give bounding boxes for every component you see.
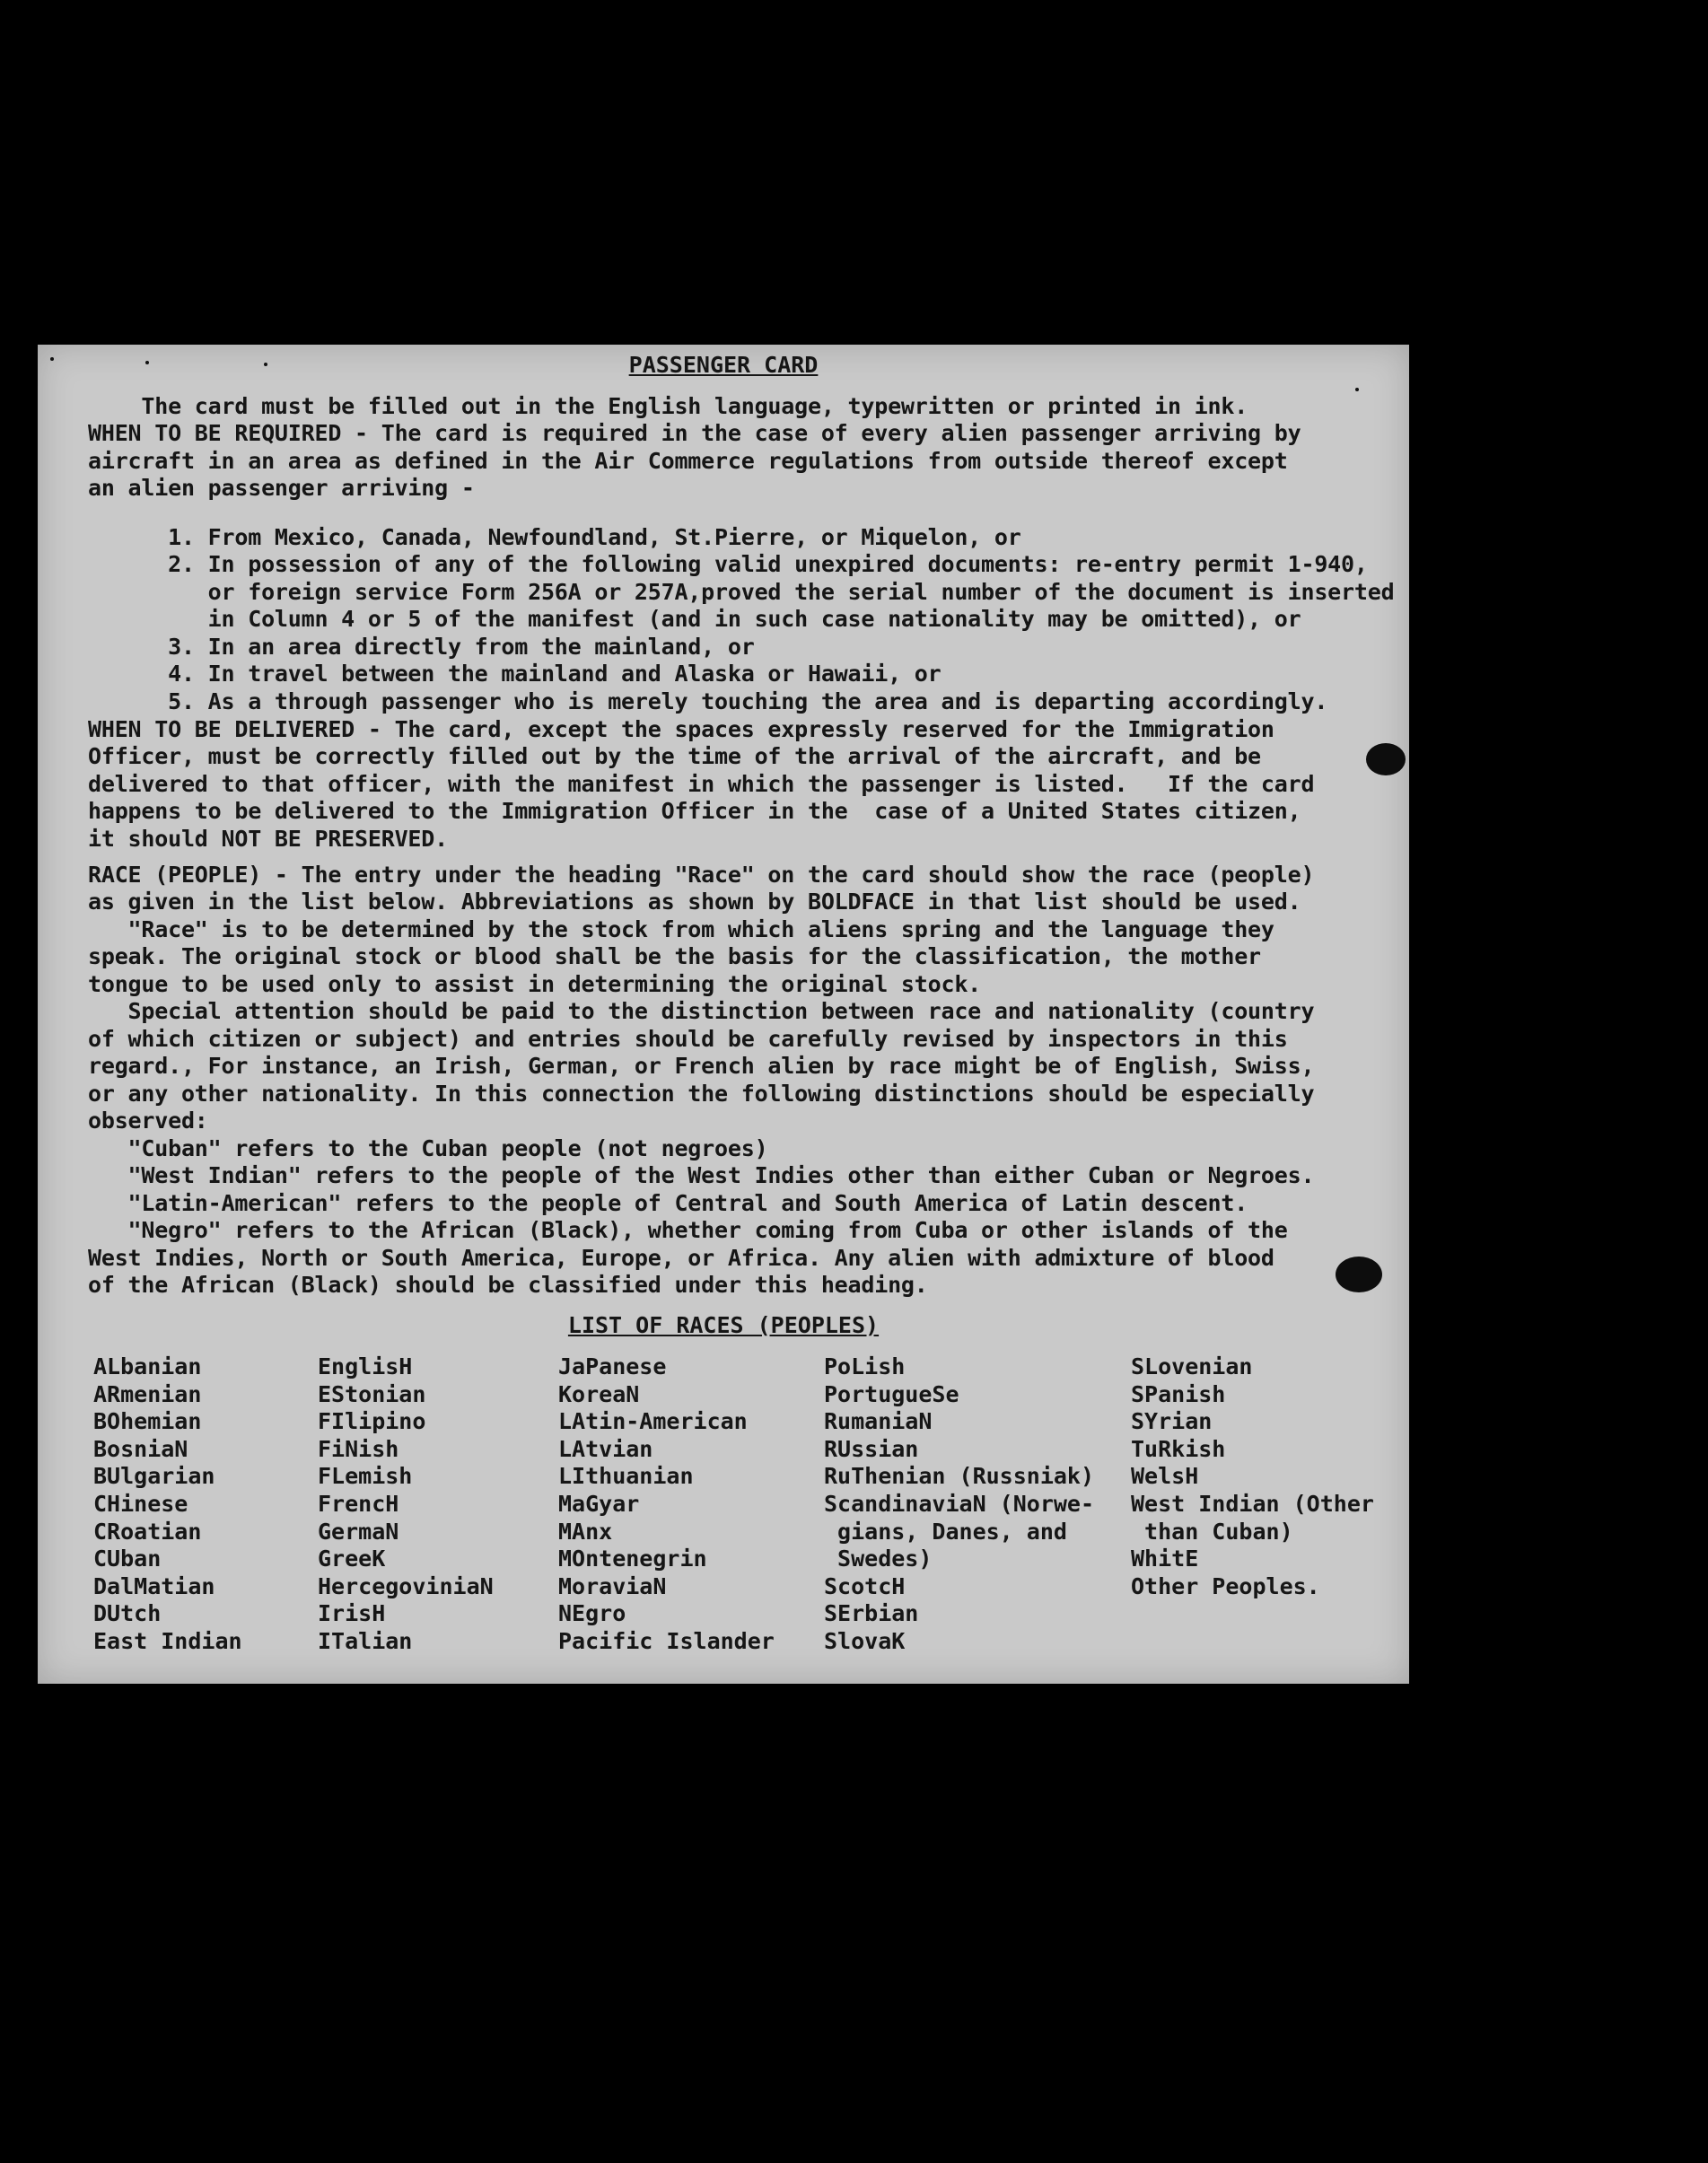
race-item: WhitE: [1131, 1546, 1199, 1572]
race-item: FrencH: [318, 1490, 399, 1517]
race-item: GermaN: [318, 1518, 399, 1545]
race-item: PortugueSe: [824, 1380, 959, 1407]
race-item: CRoatian: [93, 1518, 202, 1545]
speck: [264, 363, 267, 366]
text-line: as given in the list below. Abbreviations as shown by BOLDFACE in that list should be used.: [88, 889, 1301, 915]
text-line: "Latin-American" refers to the people of Central and South America of Latin descent.: [88, 1190, 1248, 1216]
text-line: in Column 4 or 5 of the manifest (and in such case nationality may be omitted), or: [88, 606, 1301, 632]
text-line: "West Indian" refers to the people of the West Indies other than either Cuban or Negroes.: [88, 1162, 1315, 1188]
text-line: WHEN TO BE DELIVERED - The card, except the spaces expressly reserved for the Immigration: [88, 716, 1274, 742]
race-item: BOhemian: [93, 1408, 202, 1435]
race-item: DalMatian: [93, 1572, 215, 1599]
race-item: HercegoviniaN: [318, 1572, 494, 1599]
race-item: ScandinaviaN (Norwe-: [824, 1490, 1095, 1517]
race-item: LIthuanian: [558, 1463, 694, 1490]
text-line: observed:: [88, 1108, 208, 1134]
text-line: Officer, must be correctly filled out by the time of the arrival of the aircraft, and be: [88, 743, 1261, 769]
race-item: than Cuban): [1131, 1518, 1293, 1545]
races-column-5: [1131, 1353, 1374, 1600]
text-line: or any other nationality. In this connection the following distinctions should be especially: [88, 1081, 1315, 1107]
text-line: "Cuban" refers to the Cuban people (not negroes): [88, 1135, 768, 1161]
ink-blot: [1336, 1257, 1382, 1292]
text-line: it should NOT BE PRESERVED.: [88, 826, 448, 852]
text-line: Special attention should be paid to the distinction between race and nationality (country: [88, 998, 1315, 1024]
race-item: CHinese: [93, 1490, 188, 1517]
race-item: gians, Danes, and: [824, 1518, 1067, 1545]
race-item: SPanish: [1131, 1380, 1226, 1407]
race-item: ARmenian: [93, 1380, 202, 1407]
race-item: SLovenian: [1131, 1353, 1253, 1379]
text-line: happens to be delivered to the Immigration Officer in the case of a United States citizen,: [88, 798, 1301, 824]
text-line: or foreign service Form 256A or 257A,proved the serial number of the document is inserted: [88, 579, 1395, 605]
text-line: regard., For instance, an Irish, German, or French alien by race might be of English, Swiss,: [88, 1053, 1315, 1079]
race-item: LAtvian: [558, 1435, 653, 1462]
text-line: RACE (PEOPLE) - The entry under the heading "Race" on the card should show the race (people): [88, 862, 1315, 888]
race-item: ScotcH: [824, 1572, 906, 1599]
race-item: West Indian (Other: [1131, 1490, 1374, 1517]
text-line: 4. In travel between the mainland and Alaska or Hawaii, or: [88, 661, 942, 687]
text-line: tongue to be used only to assist in determining the original stock.: [88, 971, 982, 997]
race-item: JaPanese: [558, 1353, 667, 1379]
text-line: delivered to that officer, with the manifest in which the passenger is listed. If the card: [88, 771, 1315, 797]
race-item: MAnx: [558, 1518, 613, 1545]
races-column-4: [824, 1353, 1094, 1656]
race-item: SYrian: [1131, 1408, 1213, 1435]
race-item: RumaniaN: [824, 1408, 933, 1435]
race-item: Swedes): [824, 1546, 933, 1572]
race-item: EnglisH: [318, 1353, 413, 1379]
race-item: PoLish: [824, 1353, 906, 1379]
race-item: FLemish: [318, 1463, 413, 1490]
text-line: aircraft in an area as defined in the Air Commerce regulations from outside thereof except: [88, 448, 1288, 474]
text-line: of which citizen or subject) and entries should be carefully revised by inspectors in this: [88, 1026, 1288, 1052]
race-item: BUlgarian: [93, 1463, 215, 1490]
race-item: CUban: [93, 1546, 162, 1572]
race-item: Pacific Islander: [558, 1627, 775, 1654]
text-line: 3. In an area directly from the mainland, or: [88, 634, 755, 660]
speck: [50, 357, 54, 361]
race-item: SlovaK: [824, 1627, 906, 1654]
race-item: SErbian: [824, 1600, 919, 1627]
text-line: speak. The original stock or blood shall be the basis for the classification, the mother: [88, 943, 1261, 969]
race-item: ALbanian: [93, 1353, 202, 1379]
passenger-card: [38, 345, 1409, 1684]
race-item: WelsH: [1131, 1463, 1199, 1490]
text-line: "Race" is to be determined by the stock from which aliens spring and the language they: [88, 916, 1274, 942]
race-item: DUtch: [93, 1600, 162, 1627]
race-item: East Indian: [93, 1627, 242, 1654]
race-item: KoreaN: [558, 1380, 640, 1407]
races-column-1: [93, 1353, 242, 1656]
race-item: MoraviaN: [558, 1572, 667, 1599]
race-item: MaGyar: [558, 1490, 640, 1517]
text-line: 2. In possession of any of the following valid unexpired documents: re-entry permit 1-940,: [88, 551, 1368, 577]
race-item: TuRkish: [1131, 1435, 1226, 1462]
race-item: EStonian: [318, 1380, 426, 1407]
text-line: 5. As a through passenger who is merely touching the area and is departing accordingly.: [88, 688, 1328, 714]
text-line: West Indies, North or South America, Europe, or Africa. Any alien with admixture of blood: [88, 1245, 1274, 1271]
text-line: an alien passenger arriving -: [88, 475, 475, 501]
race-item: NEgro: [558, 1600, 626, 1627]
text-line: of the African (Black) should be classified under this heading.: [88, 1272, 928, 1298]
race-item: FIlipino: [318, 1408, 426, 1435]
races-column-2: [318, 1353, 494, 1656]
speck: [1355, 388, 1359, 391]
speck: [145, 361, 149, 364]
text-line: The card must be filled out in the English language, typewritten or printed in ink.: [88, 393, 1248, 419]
race-item: RuThenian (Russniak): [824, 1463, 1095, 1490]
text-line: WHEN TO BE REQUIRED - The card is required in the case of every alien passenger arriving by: [88, 420, 1301, 446]
race-item: FiNish: [318, 1435, 399, 1462]
race-item: ITalian: [318, 1627, 413, 1654]
ink-blot: [1366, 743, 1406, 775]
race-item: Other Peoples.: [1131, 1572, 1320, 1599]
race-item: RUssian: [824, 1435, 919, 1462]
card-title: PASSENGER CARD: [628, 352, 819, 378]
race-item: BosniaN: [93, 1435, 188, 1462]
race-item: IrisH: [318, 1600, 386, 1627]
races-column-3: [558, 1353, 775, 1656]
race-item: MOntenegrin: [558, 1546, 707, 1572]
text-line: 1. From Mexico, Canada, Newfoundland, St.Pierre, or Miquelon, or: [88, 524, 1021, 550]
race-item: GreeK: [318, 1546, 386, 1572]
races-list-title: LIST OF RACES (PEOPLES): [567, 1312, 880, 1338]
text-line: "Negro" refers to the African (Black), whether coming from Cuba or other islands of the: [88, 1217, 1288, 1243]
race-item: LAtin-American: [558, 1408, 748, 1435]
